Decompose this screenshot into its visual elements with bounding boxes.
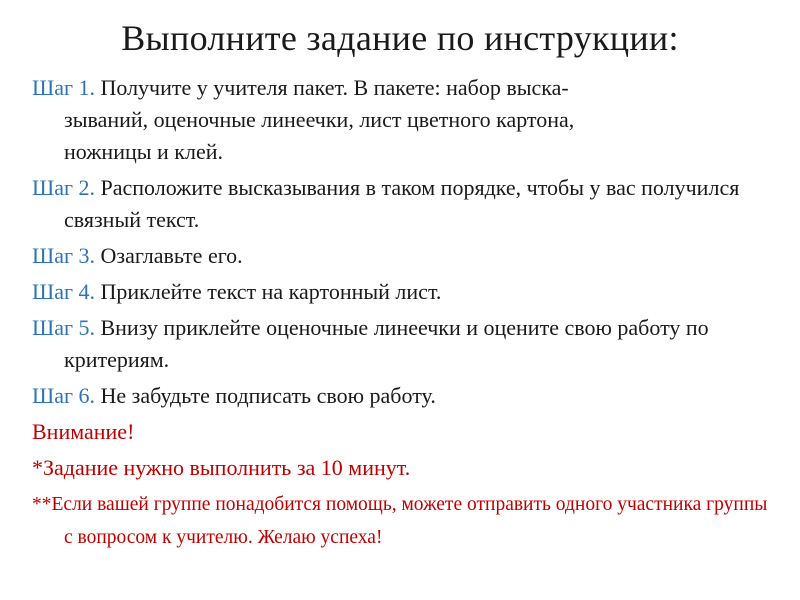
- page-title: Выполните задание по инструкции:: [121, 18, 679, 58]
- instruction-list: [32, 72, 777, 558]
- step-label: Шаг 5.: [32, 315, 95, 340]
- step-text: Озаглавьте его.: [100, 243, 243, 268]
- step-3: [32, 240, 777, 272]
- step-text: Расположите высказывания в таком порядке, чтобы у вас получился связный текст.: [64, 175, 740, 232]
- step-5: [32, 312, 777, 376]
- step-label: Шаг 3.: [32, 243, 95, 268]
- step-label: Шаг 4.: [32, 279, 95, 304]
- help-note: **Если вашей группе понадобится помощь, можете отправить одного участника группы с вопросом к учителю. Желаю успеха!: [32, 494, 768, 548]
- step-text: Не забудьте подписать свою работу.: [100, 383, 436, 408]
- step-6: [32, 380, 777, 412]
- step-text: Получите у учителя пакет. В пакете: набор выска- зываний, оценочные линеечки, лист цветного картона, ножницы и клей.: [64, 75, 575, 164]
- step-text: Внизу приклейте оценочные линеечки и оцените свою работу по критериям.: [64, 315, 709, 372]
- attention-heading: Внимание!: [32, 419, 135, 444]
- step-label: Шаг 6.: [32, 383, 95, 408]
- step-text: Приклейте текст на картонный лист.: [100, 279, 442, 304]
- step-1: [32, 72, 777, 168]
- time-limit-note: *Задание нужно выполнить за 10 минут.: [32, 455, 411, 480]
- step-label: Шаг 2.: [32, 175, 95, 200]
- step-4: [32, 276, 777, 308]
- step-label: Шаг 1.: [32, 75, 95, 100]
- step-2: [32, 172, 777, 236]
